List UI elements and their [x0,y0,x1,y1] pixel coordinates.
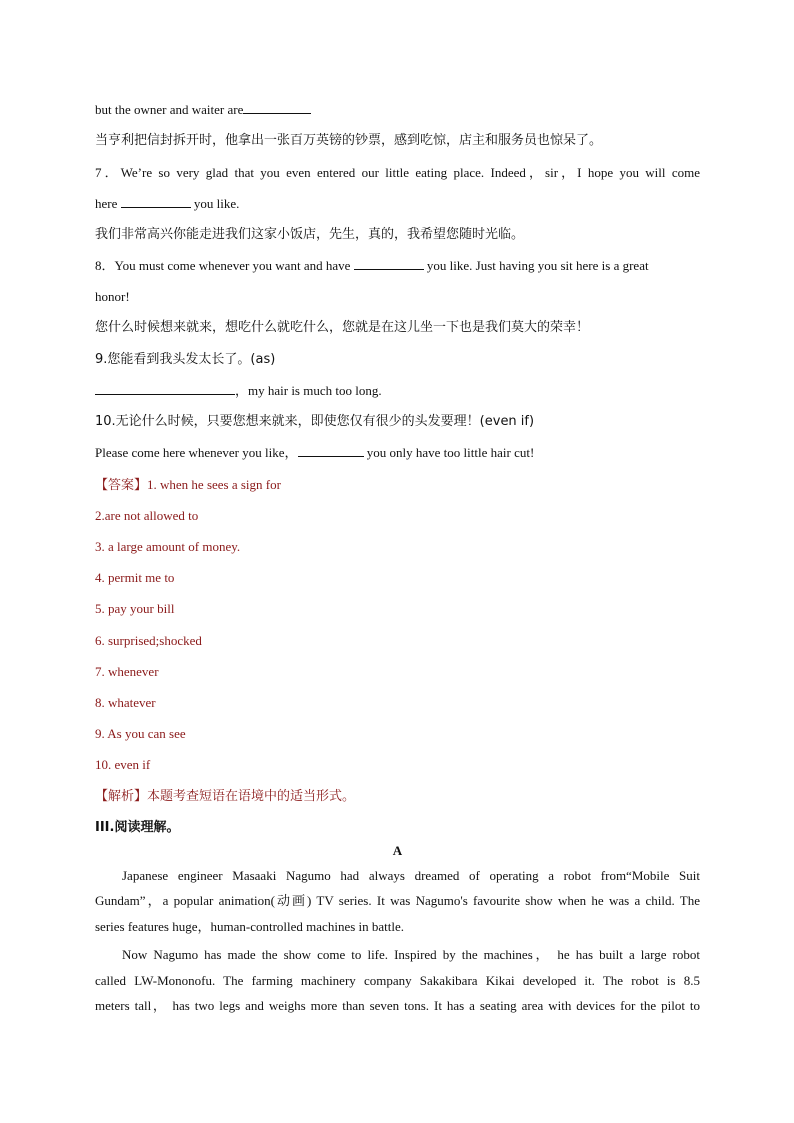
answer-blank[interactable] [95,382,235,395]
answer-blank[interactable] [243,101,311,114]
answer-item: 3. a large amount of money. [95,539,241,554]
answer-blank[interactable] [121,195,191,208]
answer-item: 10. even if [95,757,151,772]
q7-text-pre: here [95,196,118,211]
passage-line: Japanese engineer Masaaki Nagumo had always dreamed of operating a robot from“Mobile Suit [122,868,700,883]
q7-english-line: 7．We’re so very glad that you even entered our little eating place. Indeed，sir，I hope you will come [95,165,700,180]
answer-item: 6. surprised;shocked [95,633,202,648]
q8-text-post: you like. Just having you sit here is a great [426,258,649,273]
passage-line: Now Nagumo has made the show come to life. Inspired by the machines， he has built a large robot [122,947,700,962]
answer-item: 8. whatever [95,695,156,710]
q6-text: but the owner and waiter are [95,102,244,117]
answer-item: 5. pay your bill [95,601,175,616]
passage-line: series features huge，human-controlled machines in battle. [95,919,405,934]
answer-blank[interactable] [298,444,364,457]
q7-english-line-2 [95,195,239,213]
answer-line-1 [95,476,281,495]
passage-label: A [392,843,403,858]
q10-text-pre: Please come here whenever you like， [95,445,298,460]
q8-english-line-2: honor! [95,289,130,304]
q9-english-line [95,382,382,400]
section-heading: III.阅读理解。 [95,820,180,835]
q8-chinese: 您什么时候想来就来，想吃什么就吃什么，您就是在这儿坐一下也是我们莫大的荣幸！ [95,320,590,335]
passage-line: called LW-Mononofu. The farming machinery company Sakakibara Kikai developed it. The robot is 8.5 [95,973,700,988]
q10-english-line [95,444,534,462]
q9-chinese: 9.您能看到我头发太长了。(as) [95,352,276,367]
q8-text-pre: 8．You must come whenever you want and have [95,258,351,273]
answer-item: 1. when he sees a sign for [147,477,281,492]
answer-item: 9. As you can see [95,726,186,741]
answer-item: 2.are not allowed to [95,508,199,523]
q9-text-post: ，my hair is much too long. [235,383,382,398]
q6-english-line [95,101,311,119]
analysis-line [95,788,355,806]
answer-label: 【答案】 [95,478,148,493]
q10-chinese: 10.无论什么时候，只要您想来就来，即使您仅有很少的头发要理！(even if) [95,414,535,429]
answer-item: 4. permit me to [95,570,175,585]
q7-text-post: you like. [193,196,240,211]
q6-chinese: 当亨利把信封拆开时，他拿出一张百万英镑的钞票，感到吃惊，店主和服务员也惊呆了。 [95,133,603,148]
answer-blank[interactable] [354,257,424,270]
passage-line: Gundam”，a popular animation(动画) TV series. It was Nagumo's favourite show when he was a child. The [95,893,700,908]
q8-english-line [95,257,649,275]
analysis-text: 本题考查短语在语境中的适当形式。 [147,789,356,804]
q7-chinese: 我们非常高兴你能走进我们这家小饭店，先生，真的，我希望您随时光临。 [95,227,525,242]
passage-line: meters tall， has two legs and weighs more than seven tons. It has a seating area with devices for the pilot to [95,998,700,1013]
q10-text-post: you only have too little hair cut! [366,445,535,460]
analysis-label: 【解析】 [95,789,148,804]
answer-item: 7. whenever [95,664,159,679]
